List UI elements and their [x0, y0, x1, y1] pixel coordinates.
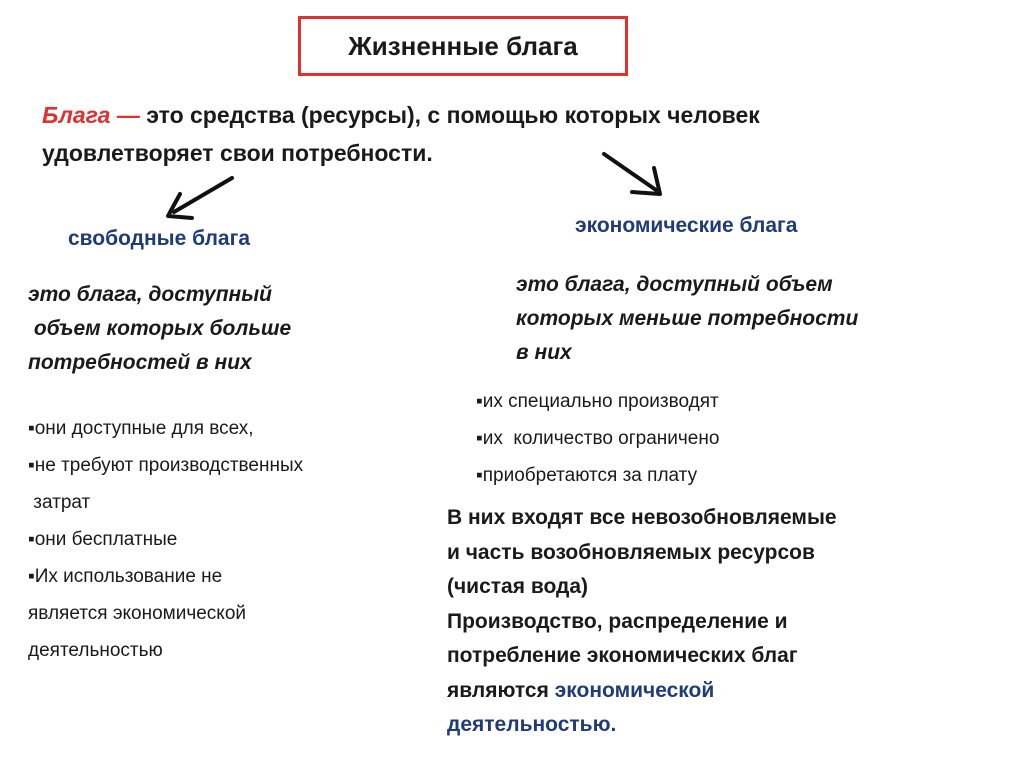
- econ-bullet: ▪их количество ограничено: [476, 428, 720, 449]
- free-goods-bullets: [28, 410, 303, 669]
- free-bullet: деятельностью: [28, 640, 163, 661]
- econ-desc-line: в них: [516, 341, 572, 364]
- definition-line-2: удовлетворяет свои потребности.: [42, 140, 433, 166]
- econ-para-line: [447, 708, 837, 743]
- free-desc-line: объем которых больше: [28, 317, 292, 340]
- free-bullet: ▪Их использование не: [28, 566, 223, 587]
- econ-desc-line: которых меньше потребности: [516, 307, 859, 330]
- econ-para-line: и часть возобновляемых ресурсов: [447, 540, 815, 564]
- free-bullet: ▪не требуют производственных: [28, 455, 304, 476]
- econ-bullet: ▪приобретаются за плату: [476, 465, 698, 486]
- econ-bullet: ▪их специально производят: [476, 391, 719, 412]
- definition-term: Блага —: [42, 102, 140, 128]
- free-goods-description: [28, 278, 291, 380]
- econ-activity-highlight: экономической: [554, 678, 715, 702]
- econ-para-text: являются: [447, 678, 555, 702]
- free-goods-heading: свободные блага: [68, 227, 251, 250]
- free-bullet: ▪они бесплатные: [28, 529, 178, 550]
- economic-goods-heading: экономические блага: [575, 214, 798, 237]
- arrow-down-right-icon: [596, 148, 676, 208]
- econ-desc-line: это блага, доступный объем: [516, 273, 833, 296]
- econ-para-line: (чистая вода): [447, 575, 589, 598]
- free-desc-line: это блага, доступный: [28, 283, 272, 306]
- definition-text: это средства (ресурсы), с помощью которых человек: [139, 102, 760, 128]
- free-desc-line: потребностей в них: [28, 351, 252, 374]
- free-bullet: затрат: [28, 492, 91, 513]
- econ-para-line: В них входят все невозобновляемые: [447, 506, 837, 529]
- definition-line-1: [42, 96, 760, 134]
- economic-goods-paragraph: [447, 501, 837, 743]
- page-title: Жизненные блага: [348, 30, 578, 61]
- econ-para-line: [447, 674, 837, 709]
- arrow-down-left-icon: [158, 172, 248, 232]
- economic-goods-bullets: [476, 383, 719, 494]
- econ-para-line: потребление экономических благ: [447, 644, 798, 667]
- economic-goods-description: [516, 268, 858, 370]
- free-bullet: является экономической: [28, 603, 247, 624]
- title-box: [298, 16, 628, 76]
- econ-para-line: Производство, распределение и: [447, 609, 788, 633]
- free-bullet: ▪они доступные для всех,: [28, 418, 254, 439]
- econ-activity-highlight-2: деятельностью.: [447, 713, 617, 736]
